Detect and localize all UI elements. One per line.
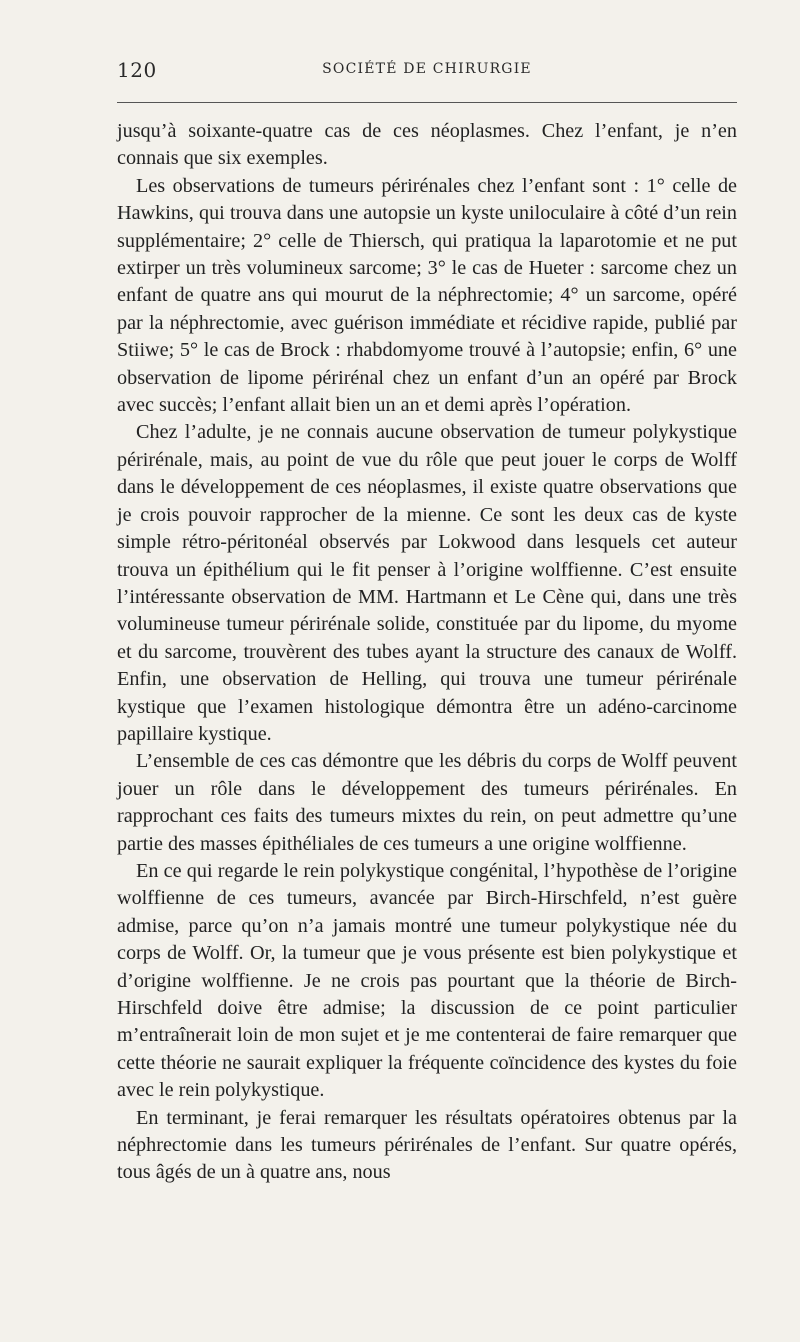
paragraph-operative-results: En terminant, je ferai remarquer les résultats opératoires obtenus par la néphrectomie dans les tumeurs périrénales de l’enfant. Sur quatre opérés, tous âgés de un à quatre ans, nous (117, 1106, 737, 1184)
paragraph-adult-observations: Chez l’adulte, je ne connais aucune observation de tumeur polykystique périrénale, mais, au point de vue du rôle que peut jouer le corps de Wolff dans le développement de ces néoplasmes, il existe quatre observations que je crois pouvoir rapprocher de la mienne. Ce sont les deux cas de kyste simple rétro-péritonéal observés par Lokwood dans lesquels cet auteur trouva un épithélium qui le fit penser à l’origine wolffienne. C’est ensuite l’intéressante observation de MM. Hartmann et Le Cène qui, dans une très volumineuse tumeur périrénale solide, constituée par du lipome, du myome et du sarcome, trouvèrent des tubes ayant la structure des canaux de Wolff. Enfin, une observation de Helling, qui trouva une tumeur périrénale kystique que l’examen histologique démontra être un adéno-carcinome papillaire kystique. (117, 421, 737, 745)
page-header (117, 58, 737, 88)
paragraph-polycystic-kidney: En ce qui regarde le rein polykystique congénital, l’hypothèse de l’origine wolffienne de ces tumeurs, avancée par Birch-Hirschfeld, n’est guère admise, parce qu’on n’a jamais montré une tumeur polykystique née du corps de Wolff. Or, la tumeur que je vous présente est bien polykystique et d’origine wolffienne. Je ne crois pas pourtant que la théorie de Birch-Hirschfeld doive être admise; la discussion de ce point particulier m’entraînerait loin de mon sujet et je me contenterai de faire remarquer que cette théorie ne saurait expliquer la fréquente coïncidence des kystes du foie avec le rein polykystique. (117, 859, 737, 1102)
header-rule (117, 102, 737, 103)
running-title: SOCIÉTÉ DE CHIRURGIE (322, 61, 532, 77)
page-number: 120 (117, 58, 157, 82)
paragraph-conclusion-wolff: L’ensemble de ces cas démontre que les débris du corps de Wolff peuvent jouer un rôle dans le développement des tumeurs périrénales. En rapprochant ces faits des tumeurs mixtes du rein, on peut admettre qu’une partie des masses épithéliales de ces tumeurs a une origine wolffienne. (117, 750, 737, 855)
body-text (117, 118, 737, 1187)
paragraph-child-observations: Les observations de tumeurs périrénales chez l’enfant sont : 1° celle de Hawkins, qui trouva dans une autopsie un kyste uniloculaire à côté d’un rein supplémentaire; 2° celle de Thiersch, qui pratiqua la laparotomie et ne put extirper un très volumineux sarcome; 3° le cas de Hueter : sarcome chez un enfant de quatre ans qui mourut de la néphrectomie; 4° un sarcome, opéré par la néphrectomie, avec guérison immédiate et récidive rapide, publié par Stiiwe; 5° le cas de Brock : rhabdomyome trouvé à l’autopsie; enfin, 6° une observation de lipome périrénal chez un enfant d’un an opéré par Brock avec succès; l’enfant allait bien un an et demi après l’opération. (117, 174, 737, 417)
paragraph-continuation: jusqu’à soixante-quatre cas de ces néoplasmes. Chez l’enfant, je n’en connais que six exemples. (117, 120, 737, 170)
